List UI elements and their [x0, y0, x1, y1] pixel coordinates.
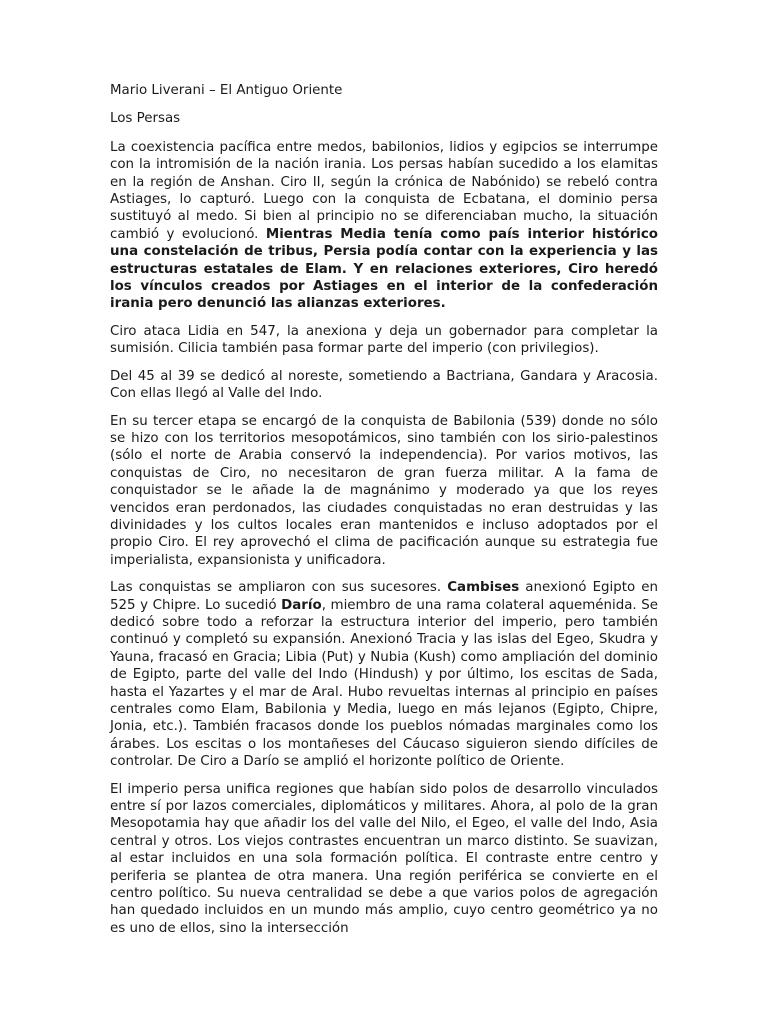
paragraph-1 [110, 139, 658, 313]
paragraph-6: El imperio persa unifica regiones que habían sido polos de desarrollo vinculados entre sí por lazos comerciales, diplomáticos y militares. Ahora, al polo de la gran Mesopotamia hay que añadir los del valle del Nilo, el Egeo, el valle del Indo, Asia central y otros. Los viejos contrastes encuentran un marco distinto. Se suavizan, al estar incluidos en una sola formación política. El contraste entre centro y periferia se plantea de otra manera. Una región periférica se convierte en el centro político. Su nueva centralidad se debe a que varios polos de agregación han quedado incluidos en un mundo más amplio, cuyo centro geométrico ya no es uno de ellos, sino la intersección [110, 781, 658, 936]
paragraph-5-text-a: Las conquistas se ampliaron con sus sucesores. [110, 580, 448, 596]
paragraph-2: Ciro ataca Lidia en 547, la anexiona y deja un gobernador para completar la sumisión. Cilicia también pasa formar parte del imperio (con privilegios). [110, 323, 658, 357]
paragraph-5-bold-cambises: Cambises [447, 580, 520, 596]
paragraph-4: En su tercer etapa se encargó de la conquista de Babilonia (539) donde no sólo se hizo con los territorios mesopotámicos, sino también con los sirio-palestinos (sólo el norte de Arabia conservó la independencia). Por varios motivos, las conquistas de Ciro, no necesitaron de gran fuerza militar. A la fama de conquistador se le añade la de magnánimo y moderado ya que los reyes vencidos eran perdonados, las ciudades conquistadas no eran destruidas y las divinidades y los cultos locales eran mantenidos e incluso adoptados por el propio Ciro. El rey aprovechó el clima de pacificación aunque su estrategia fue imperialista, expansionista y unificadora. [110, 413, 658, 568]
paragraph-3: Del 45 al 39 se dedicó al noreste, sometiendo a Bactriana, Gandara y Aracosia. Con ellas llegó al Valle del Indo. [110, 368, 658, 402]
paragraph-1-text: La coexistencia pacífica entre medos, babilonios, lidios y egipcios se interrumpe con la intromisión de la nación irania. Los persas habían sucedido a los elamitas en la región de Anshan. Ciro II, según la crónica de Nabónido) se rebeló contra Astiages, lo capturó. Luego con la conquista de Ecbatana, el dominio persa sustituyó al medo. Si bien al principio no se diferenciaban mucho, la situación cambió y evolucionó. [110, 139, 658, 242]
section-title: Los Persas [110, 111, 181, 127]
paragraph-5-text-c: , miembro de una rama colateral aqueménida. Se dedicó sobre todo a reforzar la estructura interior del imperio, pero también continuó y completó su expansión. Anexionó Tracia y las islas del Egeo, Skudra y Yauna, fracasó en Gracia; Libia (Put) y Nubia (Kush) como ampliación del dominio de Egipto, parte del valle del Indo (Hindush) y por último, los escitas de Sada, hasta el Yazartes y el mar de Aral. Hubo revueltas internas al principio en países centrales como Elam, Babilonia y Media, luego en más lejanos (Egipto, Chipre, Jonia, etc.). También fracasos donde los pueblos nómadas marginales como los árabes. Los escitas o los montañeses del Cáucaso siguieron siendo difíciles de controlar. De Ciro a Darío se amplió el horizonte político de Oriente. [110, 597, 658, 770]
document-page [110, 82, 658, 947]
document-header: Mario Liverani – El Antiguo Oriente [110, 83, 343, 98]
paragraph-5-bold-dario: Darío [281, 597, 322, 613]
paragraph-5 [110, 579, 658, 770]
paragraph-1-bold: Mientras Media tenía como país interior histórico una constelación de tribus, Persia podía contar con la experiencia y las estructuras estatales de Elam. Y en relaciones exteriores, Ciro heredó los vínculos creados por Astiages en el interior de la confederación irania pero denunció las alianzas exteriores. [110, 226, 659, 312]
paragraph-5-text-b: anexionó Egipto en 525 y Chipre. Lo sucedió [110, 580, 658, 613]
